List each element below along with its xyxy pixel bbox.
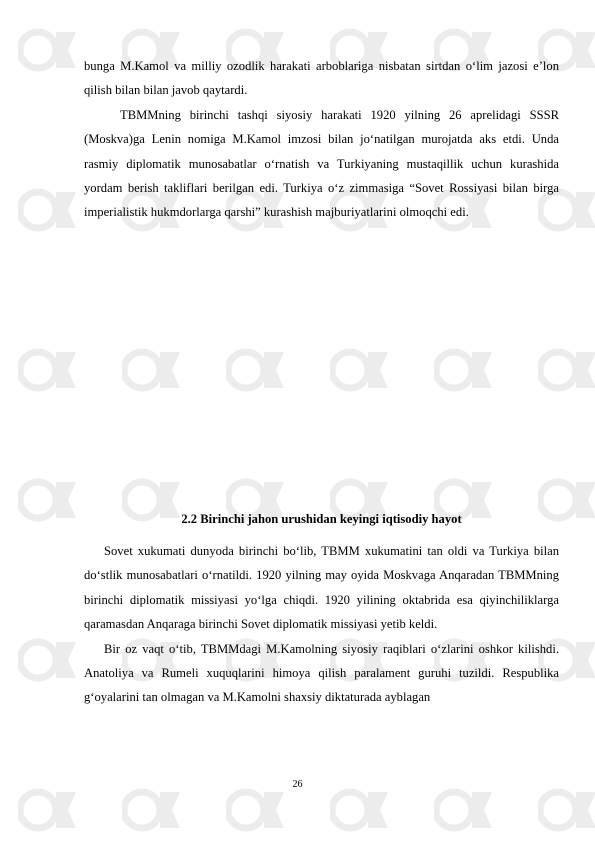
section-heading: 2.2 Birinchi jahon urushidan keyingi iqtisodiy hayot [181, 512, 462, 526]
document-watermark-icon [122, 782, 188, 838]
document-watermark-icon [538, 782, 595, 838]
document-watermark-icon [18, 182, 84, 238]
document-watermark-icon [18, 342, 84, 398]
document-watermark-icon [18, 22, 84, 78]
document-watermark-icon [538, 342, 595, 398]
document-watermark-icon [18, 472, 84, 528]
document-watermark-icon [226, 782, 292, 838]
document-watermark-icon [226, 342, 292, 398]
paragraph: bunga M.Kamol va milliy ozodlik harakati arboblariga nisbatan sirtdan o‘lim jazosi e’lon qilish bilan bilan javob qaytardi. [84, 59, 559, 98]
body-text-bottom [84, 539, 559, 710]
document-watermark-icon [18, 632, 84, 688]
document-watermark-icon [330, 342, 396, 398]
document-watermark-icon [434, 782, 500, 838]
page-number: 26 [292, 779, 303, 790]
document-watermark-icon [122, 342, 188, 398]
paragraph: TBMMning birinchi tashqi siyosiy harakati 1920 yilning 26 aprelidagi SSSR (Moskva)ga Lenin nomiga M.Kamol imzosi bilan jo‘natilgan murojatda aks etdi. Unda rasmiy diplomatik munosabatlar o‘rnatish va Turkiyaning mustaqillik uchun kurashida yordam berish takliflari berilgan edi. Turkiya o‘z zimmasiga “Sovet Rossiyasi bilan birga imperialistik hukmdorlarga qarshi” kurashish majburiyatlarini olmoqchi edi. [84, 107, 559, 220]
body-text-top [84, 54, 559, 225]
document-watermark-icon [434, 342, 500, 398]
document-watermark-icon [18, 782, 84, 838]
paragraph: Sovet xukumati dunyoda birinchi bo‘lib, TBMM xukumatini tan oldi va Turkiya bilan do‘stlik munosabatlari o‘rnatildi. 1920 yilning may oyida Moskvaga Anqaradan TBMMning birinchi diplomatik missiyasi yo‘lga chiqdi. 1920 yilining oktabrida esa qiyinchiliklarga qaramasdan Anqaraga birinchi Sovet diplomatik missiyasi yetib keldi. [84, 544, 559, 632]
document-watermark-icon [330, 782, 396, 838]
paragraph: Bir oz vaqt o‘tib, TBMMdagi M.Kamolning siyosiy raqiblari o‘zlarini oshkor kilishdi. Anatoliya va Rumeli xuquqlarini himoya qilish paralament guruhi tuzildi. Respublika g‘oyalarini tan olmagan va M.Kamolni shaxsiy diktaturada ayblagan [84, 641, 559, 705]
